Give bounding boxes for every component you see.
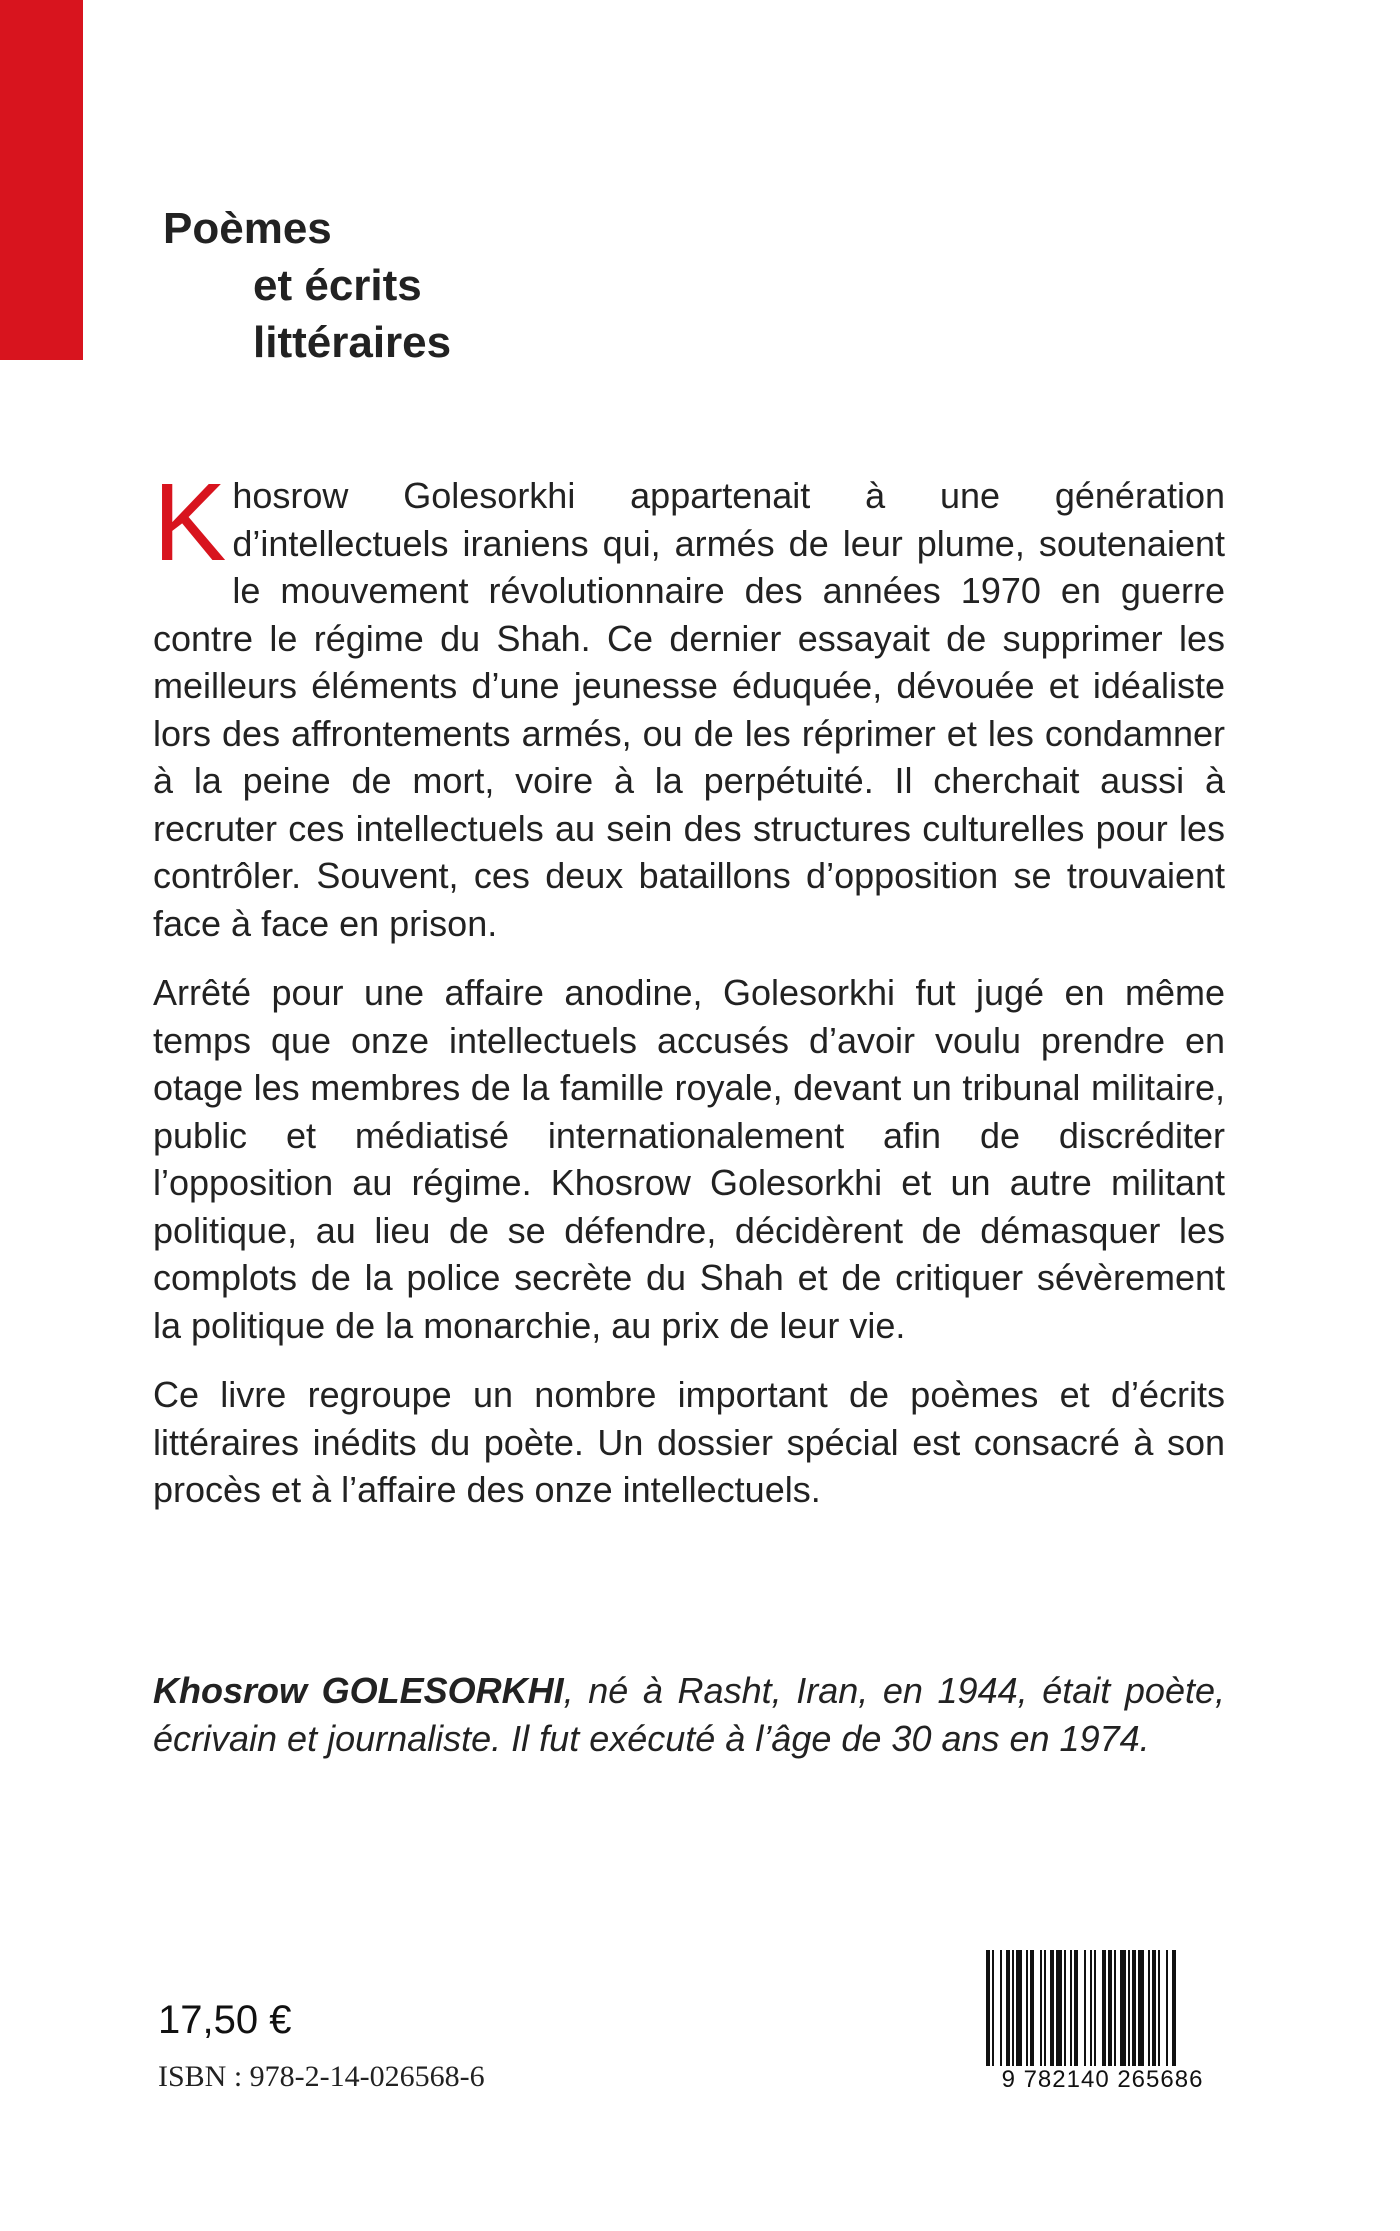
red-band: [0, 0, 83, 360]
price: 17,50 €: [158, 1998, 292, 2042]
blurb-paragraph-3: Ce livre regroupe un nombre important de poèmes et d’écrits littéraires inédits du poète. Un dossier spécial est consacré à son procès et à l’affaire des onze intellectuels.: [153, 1374, 1225, 1510]
title-line-1: Poèmes: [163, 204, 332, 253]
book-title: [163, 200, 451, 371]
author-bio-text: , né à Rasht, Iran, en 1944, était poète, écrivain et journaliste. Il fut exécuté à l’âge de 30 ans en 1974.: [153, 1670, 1225, 1759]
title-line-2: et écrits: [253, 261, 422, 310]
blurb-paragraph-1: [153, 461, 1225, 947]
title-line-3: littéraires: [253, 318, 452, 367]
dropcap: K: [153, 461, 227, 584]
paragraph-1-text: hosrow Golesorkhi appartenait à une génération d’intellectuels iraniens qui, armés de leur plume, soutenaient le mouvement révolutionnaire des années 1970 en guerre contre le régime du Shah. Ce dernier essayait de supprimer les meilleurs éléments d’une jeunesse éduquée, dévouée et idéaliste lors des affrontements armés, ou de les réprimer et les condamner à la peine de mort, voire à la perpétuité. Il cherchait aussi à recruter ces intellectuels au sein des structures culturelles pour les contrôler. Souvent, ces deux bataillons d’opposition se trouvaient face à face en prison.: [153, 475, 1225, 944]
isbn: ISBN : 978-2-14-026568-6: [158, 2060, 485, 2093]
author-name: Khosrow GOLESORKHI: [153, 1670, 564, 1711]
author-bio: [153, 1667, 1225, 1763]
blurb-paragraph-2: Arrêté pour une affaire anodine, Golesorkhi fut jugé en même temps que onze intellectuels accusés d’avoir voulu prendre en otage les membres de la famille royale, devant un tribunal militaire, public et médiatisé internationalement afin de discréditer l’opposition au régime. Khosrow Golesorkhi et un autre militant politique, au lieu de se défendre, décidèrent de démasquer les complots de la police secrète du Shah et de critiquer sévèrement la politique de la monarchie, au prix de leur vie.: [153, 972, 1225, 1346]
barcode-digits: 9 782140 265686: [980, 2066, 1225, 2094]
blurb: [153, 461, 1225, 1536]
